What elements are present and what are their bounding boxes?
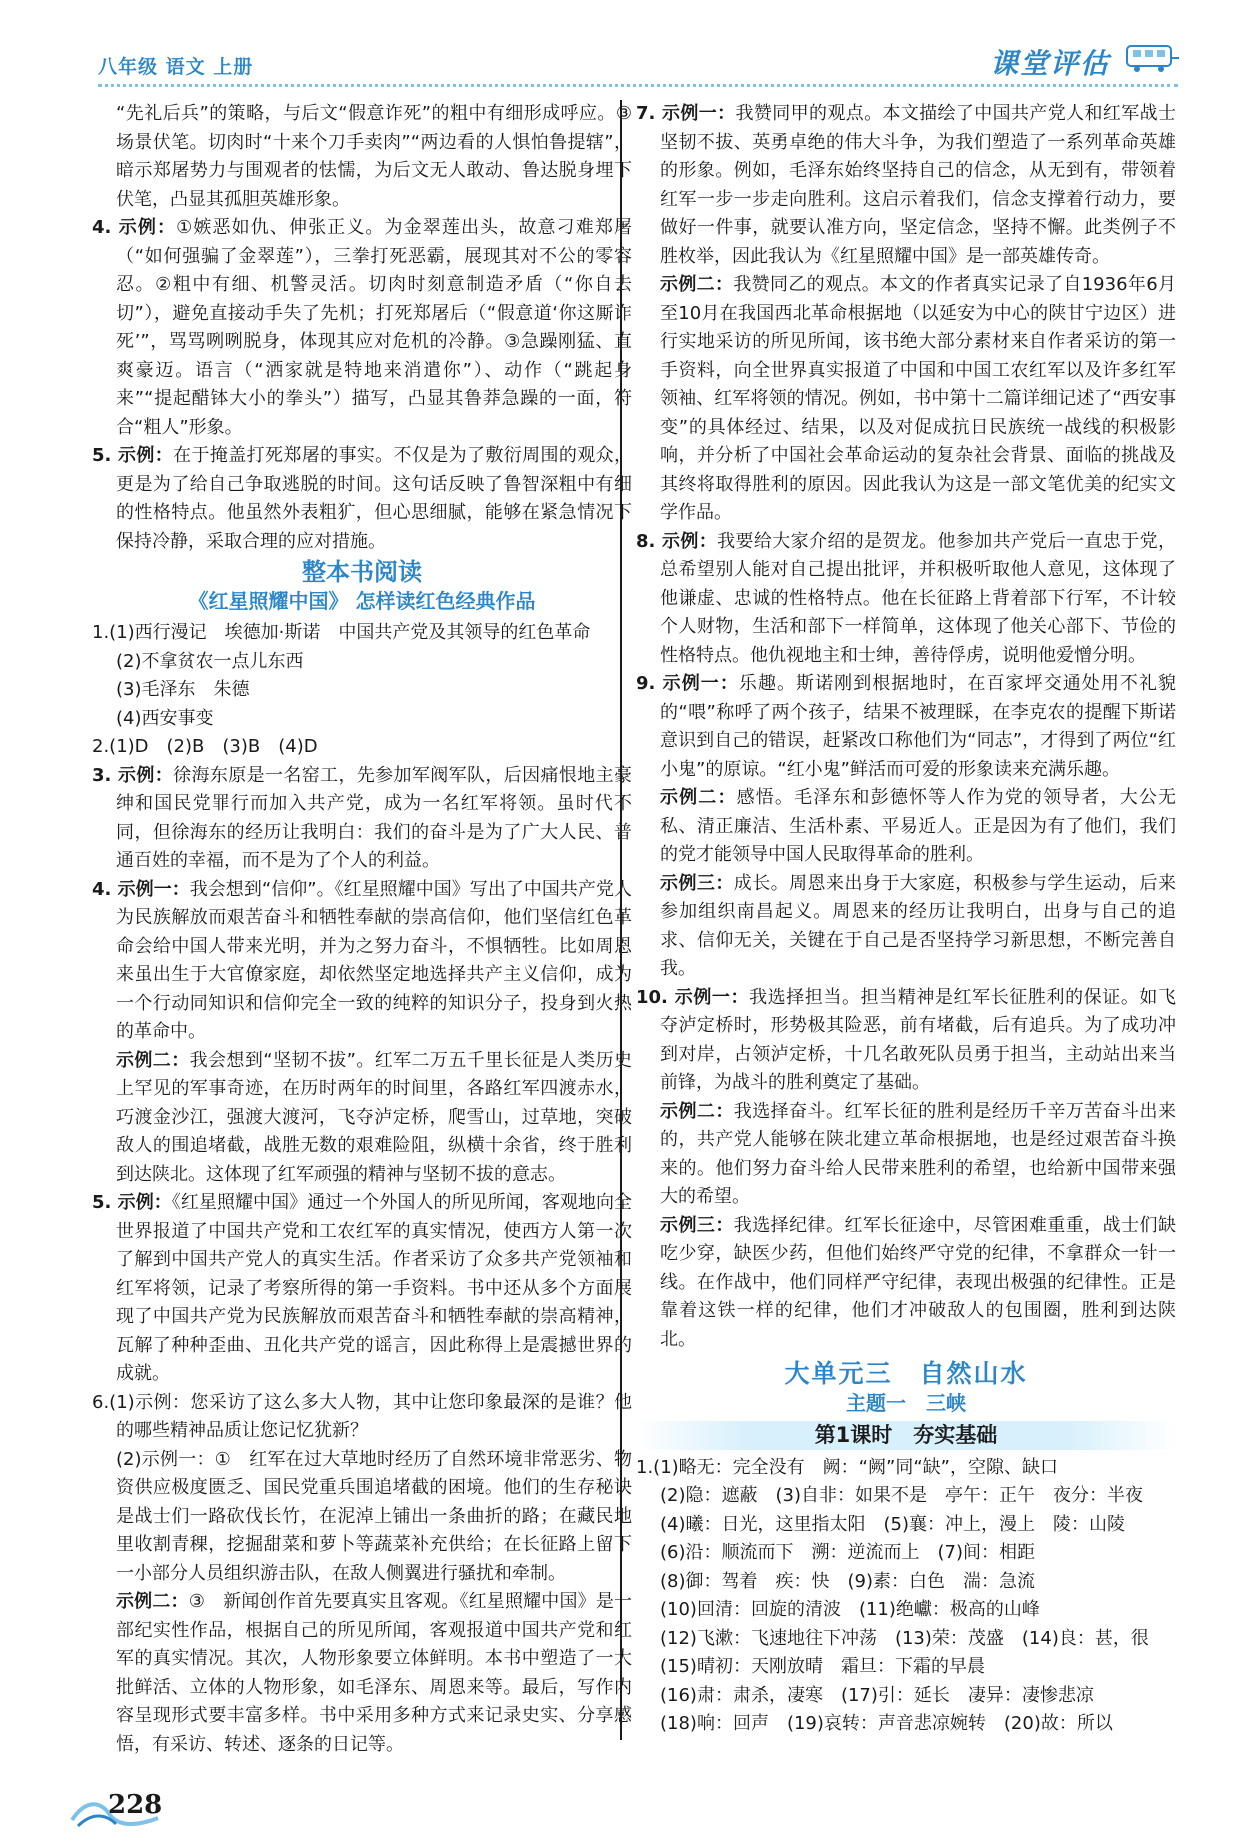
answer-paragraph xyxy=(636,1098,1176,1212)
answer-label: 10. 示例一： xyxy=(636,986,750,1008)
answer-text: ③ 新闻创作首先要真实且客观。《红星照耀中国》是一部纪实性作品，根据自己的所见所闻，客观报道中国共产党和红军的真实情况。其次，人物形象要立体鲜明。本书中塑造了一大批鲜活、立体的人物形象，如毛泽东、周恩来等。最后，写作内容呈现形式要丰富多样。书中采用多种方式来记录史实、分享感悟，有采访、转述、逐条的日记等。 xyxy=(116,1591,633,1755)
answer-paragraph xyxy=(636,271,1176,528)
answer-text: (2)不拿贫农一点儿东西 xyxy=(116,650,304,672)
answer-text: “先礼后兵”的策略，与后文“假意诈死”的粗中有细形成呼应。③场景伏笔。切肉时“十来个刀手卖肉”“两边看的人惧怕鲁提辖”，暗示郑屠势力与围观者的怯懦，为后文无人敢动、鲁达脱身埋下伏笔，凸显其孤胆英雄形象。 xyxy=(116,103,632,210)
answer-text: 我选择奋斗。红军长征的胜利是经历千辛万苦奋斗出来的，共产党人能够在陕北建立革命根据地，也是经过艰苦奋斗换来的。他们努力奋斗给人民带来胜利的希望，也给新中国带来强大的希望。 xyxy=(660,1100,1177,1207)
answer-paragraph xyxy=(636,1682,1176,1711)
answer-text: 在于掩盖打死郑屠的事实。不仅是为了敷衍周围的观众，更是为了给自己争取逃脱的时间。这句话反映了鲁智深粗中有细的性格特点。他虽然外表粗犷，但心思细腻，能够在紧急情况下保持冷静，采取合理的应对措施。 xyxy=(116,445,632,552)
answer-paragraph xyxy=(636,870,1176,984)
answer-paragraph xyxy=(92,762,632,876)
answer-paragraph xyxy=(636,1710,1176,1739)
answer-paragraph xyxy=(92,214,632,442)
answer-label: 示例二： xyxy=(660,1100,734,1122)
answer-label: 7. 示例一： xyxy=(636,103,736,124)
answer-label: 9. 示例一： xyxy=(636,673,739,694)
answer-label: 8. 示例： xyxy=(636,530,718,552)
answer-paragraph xyxy=(92,876,632,1047)
answer-text: ①嫉恶如仇、伸张正义。为金翠莲出头，故意刁难郑屠（“如何强骗了金翠莲”），三拳打死恶霸，展现其对不公的零容忍。②粗中有细、机警灵活。切肉时刻意制造矛盾（“你自去切”），避免直接动手失了先机；打死郑屠后（“假意道‘你这厮诈死’”，骂骂咧咧脱身，体现其应对危机的冷静。③急躁刚猛、直爽豪迈。语言（“洒家就是特地来消遣你”）、动作（“跳起身来”“提起醋钵大小的拳头”）描写，凸显其鲁莽急躁的一面，符合“粗人”形象。 xyxy=(116,217,632,438)
answer-text: (12)飞漱：飞速地往下冲荡 (13)荣：茂盛 (14)良：甚，很 xyxy=(660,1627,1149,1649)
answer-text: 成长。周恩来出身于大家庭，积极参与学生运动，后来参加组织南昌起义。周恩来的经历让我明白，出身与自己的追求、信仰无关，关键在于自己是否坚持学习新思想，不断完善自我。 xyxy=(660,872,1177,979)
answer-label: 示例二： xyxy=(660,787,737,808)
answer-paragraph xyxy=(92,442,632,556)
answer-paragraph xyxy=(636,1511,1176,1540)
answer-text: (10)回清：回旋的清波 (11)绝巘：极高的山峰 xyxy=(660,1599,1040,1620)
answer-text: 乐趣。斯诺刚到根据地时，在百家坪交通处用不礼貌的“喂”称呼了两个孩子，结果不被理睬，在李克农的提醒下斯诺意识到自己的错误，赶紧改口称他们为“同志”，才得到了两位“红小鬼”的原谅。“红小鬼”鲜活而可爱的形象读来充满乐趣。 xyxy=(660,673,1176,780)
header-series-title: 课堂评估 xyxy=(990,47,1111,80)
answer-paragraph xyxy=(636,784,1176,870)
answer-text: (16)肃：肃杀，凄寒 (17)引：延长 凄异：凄惨悲凉 xyxy=(660,1684,1094,1706)
answer-text: 2.(1)D (2)B (3)B (4)D xyxy=(92,736,318,757)
answer-text: 我会想到“信仰”。《红星照耀中国》写出了中国共产党人为民族解放而艰苦奋斗和牺牲奉献的崇高信仰，他们坚信红色革命会给中国人带来光明，并为之努力奋斗，不惧牺牲。比如周恩来虽出生于大官僚家庭，却依然坚定地选择共产主义信仰，成为一个行动同知识和信仰完全一致的纯粹的知识分子，投身到火热的革命中。 xyxy=(116,878,632,1042)
section-subtitle: 《红星照耀中国》 怎样读红色经典作品 xyxy=(188,588,536,613)
header-dotted-line xyxy=(98,84,1178,87)
answer-text: 我选择担当。担当精神是红军长征胜利的保证。如飞夺泸定桥时，形势极其险恶，前有堵截，后有追兵。为了成功冲到对岸，占领泸定桥，十几名敢死队员勇于担当，主动站出来当前锋，为战斗的胜利奠定了基础。 xyxy=(660,986,1177,1093)
answer-paragraph xyxy=(636,1539,1176,1568)
answer-paragraph xyxy=(92,619,632,648)
answer-paragraph xyxy=(92,1446,632,1589)
answer-text: 6.(1)示例：您采访了这么多大人物，其中让您印象最深的是谁？他的哪些精神品质让您记忆犹新？ xyxy=(92,1391,632,1441)
answer-text: (8)御：驾着 疾：快 (9)素：白色 湍：急流 xyxy=(660,1570,1035,1592)
answer-label: 5. 示例： xyxy=(92,1192,172,1213)
answer-label: 示例三： xyxy=(660,1214,734,1236)
answer-paragraph xyxy=(636,984,1176,1098)
train-icon xyxy=(1125,40,1181,74)
answer-label: 示例二： xyxy=(116,1591,189,1612)
answer-paragraph xyxy=(92,1189,632,1389)
answer-paragraph xyxy=(92,100,632,214)
answer-paragraph xyxy=(92,676,632,705)
answer-paragraph xyxy=(92,733,632,762)
answer-paragraph xyxy=(636,670,1176,784)
header-grade-subject: 八年级 语文 上册 xyxy=(98,56,254,78)
answer-label: 示例三： xyxy=(660,872,734,894)
answer-label: 示例二： xyxy=(660,274,734,295)
answer-text: 我会想到“坚韧不拔”。红军二万五千里长征是人类历史上罕见的军事奇迹，在历时两年的时间里，各路红军四渡赤水，巧渡金沙江，强渡大渡河，飞夺泸定桥，爬雪山，过草地，突破敌人的围追堵截，战胜无数的艰难险阻，纵横十余省，终于胜利到达陕北。这体现了红军顽强的精神与坚韧不拔的意志。 xyxy=(116,1049,632,1185)
answer-text: (2)隐：遮蔽 (3)自非：如果不是 亭午：正午 夜分：半夜 xyxy=(660,1485,1143,1506)
answer-paragraph xyxy=(92,648,632,677)
answer-label: 5. 示例： xyxy=(92,445,174,466)
answer-text: (2)示例一：① 红军在过大草地时经历了自然环境非常恶劣、物资供应极度匮乏、国民党重兵围追堵截的困境。他们的生存秘诀是战士们一路砍伐长竹，在泥淖上铺出一条曲折的路；在藏民地里收割青稞，挖掘甜菜和萝卜等蔬菜补充供给；在长征路上留下一小部分人员组织游击队，在敌人侧翼进行骚扰和牵制。 xyxy=(116,1448,632,1584)
answer-text: (3)毛泽东 朱德 xyxy=(116,679,250,700)
answer-text: 1.(1)西行漫记 埃德加·斯诺 中国共产党及其领导的红色革命 xyxy=(92,622,591,643)
answer-label: 4. 示例： xyxy=(92,217,177,238)
answer-paragraph xyxy=(636,1454,1176,1483)
answer-text: 我要给大家介绍的是贺龙。他参加共产党后一直忠于党，总希望别人能对自己提出批评，并积极听取他人意见，这体现了他谦虚、忠诚的性格特点。他在长征路上背着部下行军，不计较个人财物，生活和部下一样简单，这体现了他关心部下、节俭的性格特点。他仇视地主和士绅，善待俘虏，说明他爱憎分明。 xyxy=(660,530,1176,666)
answer-paragraph xyxy=(92,1588,632,1759)
answer-text: (4)曦：日光，这里指太阳 (5)襄：冲上，漫上 陵：山陵 xyxy=(660,1513,1125,1535)
answer-paragraph xyxy=(636,1653,1176,1682)
answer-paragraph xyxy=(636,1596,1176,1625)
answer-text: 1.(1)略无：完全没有 阙：“阙”同“缺”，空隙、缺口 xyxy=(636,1456,1058,1478)
answer-text: (4)西安事变 xyxy=(116,707,214,729)
answer-column-right xyxy=(636,100,1176,1739)
page-header xyxy=(0,0,1250,90)
section-title: 整本书阅读 xyxy=(302,558,422,586)
answer-text: 《红星照耀中国》通过一个外国人的所见所闻，客观地向全世界报道了中国共产党和工农红军的真实情况，使西方人第一次了解到中国共产党人的真实生活。作者采访了众多共产党领袖和红军将领，记录了考察所得的第一手资料。书中还从多个方面展现了中国共产党为民族解放而艰苦奋斗和牺牲奉献的崇高精神，瓦解了种种歪曲、丑化共产党的谣言，因此称得上是震撼世界的成就。 xyxy=(116,1192,632,1384)
section-subtitle: 主题一 三峡 xyxy=(846,1390,966,1415)
answer-text: 我赞同甲的观点。本文描绘了中国共产党人和红军战士坚韧不拔、英勇卓绝的伟大斗争，为我们塑造了一系列革命英雄的形象。例如，毛泽东始终坚持自己的信念，从无到有，带领着红军一步一步走向胜利。这启示着我们，信念支撑着行动力，要做好一件事，就要认准方向，坚定信念，坚持不懈。此类例子不胜枚举，因此我认为《红星照耀中国》是一部英雄传奇。 xyxy=(660,103,1176,267)
answer-text: 徐海东原是一名窑工，先参加军阀军队，后因痛恨地主豪绅和国民党罪行而加入共产党，成为一名红军将领。虽时代不同，但徐海东的经历让我明白：我们的奋斗是为了广大人民、普通百姓的幸福，而不是为了个人的利益。 xyxy=(116,764,632,871)
answer-paragraph xyxy=(636,1625,1176,1654)
answer-paragraph xyxy=(636,100,1176,271)
answer-column-left xyxy=(92,100,632,1759)
answer-paragraph xyxy=(636,528,1176,671)
answer-label: 4. 示例一： xyxy=(92,878,190,900)
answer-label: 3. 示例： xyxy=(92,764,174,786)
answer-paragraph xyxy=(92,1389,632,1446)
answer-text: 感悟。毛泽东和彭德怀等人作为党的领导者，大公无私、清正廉洁、生活朴素、平易近人。正是因为有了他们，我们的党才能领导中国人民取得革命的胜利。 xyxy=(660,787,1177,865)
answer-label: 示例二： xyxy=(116,1049,190,1071)
column-divider xyxy=(620,100,622,1740)
answer-text: 我赞同乙的观点。本文的作者真实记录了自1936年6月至10月在我国西北革命根据地（以延安为中心的陕甘宁边区）进行实地采访的所见所闻，该书绝大部分素材来自作者采访的第一手资料，向全世界真实报道了中国和中国工农红军以及许多红军领袖、红军将领的情况。例如，书中第十二篇详细记述了“西安事变”的具体经过、结果，以及对促成抗日民族统一战线的积极影响，并分析了中国社会革命运动的复杂社会背景、面临的挑战及其终将取得胜利的原因。因此我认为这是一部文笔优美的纪实文学作品。 xyxy=(660,274,1176,523)
page-number: 228 xyxy=(108,1790,163,1820)
answer-paragraph xyxy=(636,1568,1176,1597)
answer-text: 我选择纪律。红军长征途中，尽管困难重重，战士们缺吃少穿，缺医少药，但他们始终严守党的纪律，不拿群众一针一线。在作战中，他们同样严守纪律，表现出极强的纪律性。正是靠着这铁一样的纪律，他们才冲破敌人的包围圈，胜利到达陕北。 xyxy=(660,1214,1177,1350)
answer-text: (18)响：回声 (19)哀转：声音悲凉婉转 (20)故：所以 xyxy=(660,1713,1113,1734)
answer-paragraph xyxy=(636,1212,1176,1355)
answer-text: (15)晴初：天刚放晴 霜旦：下霜的早晨 xyxy=(660,1656,985,1677)
answer-paragraph xyxy=(92,705,632,734)
answer-text: (6)沿：顺流而下 溯：逆流而上 (7)间：相距 xyxy=(660,1542,1035,1563)
answer-paragraph xyxy=(636,1482,1176,1511)
lesson-heading: 第1课时 夯实基础 xyxy=(636,1421,1176,1450)
unit-title: 大单元三 自然山水 xyxy=(784,1359,1028,1388)
answer-paragraph xyxy=(92,1047,632,1190)
